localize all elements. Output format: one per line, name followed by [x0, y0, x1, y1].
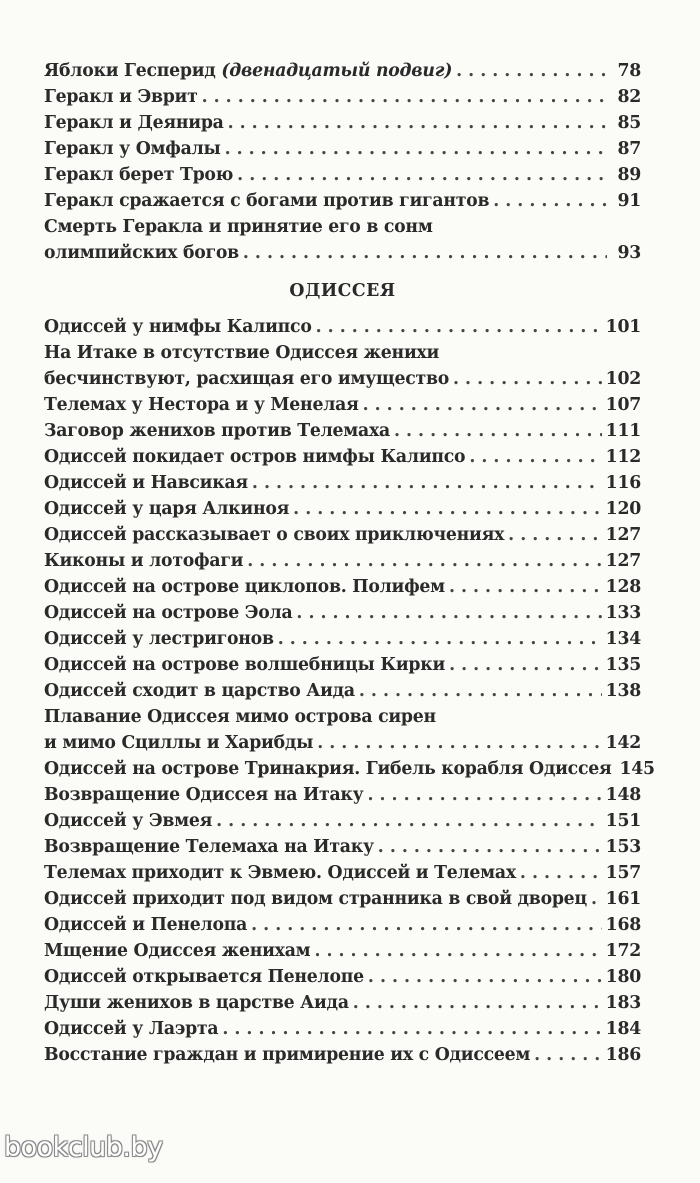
- dot-leader: [449, 574, 602, 600]
- toc-page-number: 153: [605, 837, 641, 857]
- toc-page-number: 128: [605, 577, 641, 597]
- toc-entry-row: [44, 188, 641, 214]
- toc-entry-title: [44, 886, 587, 912]
- toc-entry-subtitle: (двенадцатый подвиг): [221, 61, 453, 81]
- toc-entry-title: [44, 110, 224, 136]
- toc-entry-row: [44, 392, 641, 418]
- dot-leader: [368, 964, 602, 990]
- toc-entry: [44, 548, 641, 574]
- toc-entry-title-text: Одиссей на острове Эола: [44, 603, 293, 623]
- toc-entry: [44, 782, 641, 808]
- toc-entry-title-text: Киконы и лотофаги: [44, 551, 244, 571]
- toc-entry-title: [44, 58, 452, 84]
- toc-entry-title-text: Одиссей и Навсикая: [44, 473, 248, 493]
- toc-entry-row: [44, 678, 641, 704]
- toc-entry-title: [44, 938, 310, 964]
- dot-leader: [534, 1042, 602, 1068]
- toc-entry-title: [44, 730, 313, 756]
- toc-page-number: 112: [605, 447, 641, 467]
- dot-leader: [508, 522, 602, 548]
- dot-leader: [469, 444, 601, 470]
- dot-leader: [363, 392, 602, 418]
- toc-page-number: 186: [605, 1045, 641, 1065]
- toc-entry: [44, 188, 641, 214]
- toc-entry-title: [44, 990, 349, 1016]
- toc-page-number: 127: [605, 551, 641, 571]
- toc-entry-title-text: Восстание граждан и примирение их с Одиссеем: [44, 1045, 531, 1065]
- dot-leader: [317, 730, 601, 756]
- toc-page-number: 142: [605, 733, 641, 753]
- toc-page-number: 85: [617, 113, 641, 133]
- toc-entry: [44, 58, 641, 84]
- toc-entry-title-text: Одиссей приходит под видом странника в свой дворец: [44, 889, 587, 909]
- toc-page-number: 91: [617, 191, 641, 211]
- toc-entry-row: [44, 652, 641, 678]
- toc-entry-title-text: Одиссей на острове волшебницы Кирки: [44, 655, 446, 675]
- dot-leader: [228, 110, 607, 136]
- toc-entry-row: [44, 938, 641, 964]
- dot-leader: [591, 886, 602, 912]
- toc-entry-title: [44, 860, 516, 886]
- toc-page-number: 172: [605, 941, 641, 961]
- toc-entry-title: [44, 240, 239, 266]
- toc-entry: [44, 990, 641, 1016]
- toc-entry: [44, 418, 641, 444]
- toc-entry-row: [44, 1016, 641, 1042]
- toc-page-number: 135: [605, 655, 641, 675]
- toc-entry-title-text: Одиссей у Лаэрта: [44, 1019, 219, 1039]
- dot-leader: [202, 84, 607, 110]
- toc-entry-title-text: Одиссей у царя Алкиноя: [44, 499, 290, 519]
- toc-page-number: 133: [605, 603, 641, 623]
- toc-entry-row: [44, 470, 641, 496]
- toc-entry: [44, 162, 641, 188]
- toc-page-number: 184: [605, 1019, 641, 1039]
- toc-entry-row: [44, 860, 641, 886]
- toc-entry-title-text: Одиссей открывается Пенелопе: [44, 967, 364, 987]
- dot-leader: [293, 496, 602, 522]
- dot-leader: [520, 860, 602, 886]
- toc-entry-title: [44, 496, 289, 522]
- toc-entry-title: [44, 756, 611, 782]
- toc-entry-row: [44, 600, 641, 626]
- toc-entry-title: [44, 782, 363, 808]
- toc-page-number: 89: [617, 165, 641, 185]
- toc-entry: [44, 1042, 641, 1068]
- toc-entry: [44, 886, 641, 912]
- dot-leader: [493, 188, 607, 214]
- toc-entry: [44, 938, 641, 964]
- toc-entry-title: [44, 808, 212, 834]
- toc-entry-title: [44, 444, 465, 470]
- toc-entry-title-text: олимпийских богов: [44, 243, 239, 263]
- toc-entry: [44, 964, 641, 990]
- toc-entry-row: [44, 834, 641, 860]
- toc-entry-title-text: Одиссей у нимфы Калипсо: [44, 317, 312, 337]
- toc-entry: [44, 84, 641, 110]
- toc-entry-row: [44, 496, 641, 522]
- toc-entry: [44, 214, 641, 266]
- toc-entry-title-text: Души женихов в царстве Аида: [44, 993, 349, 1013]
- dot-leader: [316, 314, 602, 340]
- toc-entry-title: [44, 470, 248, 496]
- dot-leader: [453, 366, 602, 392]
- toc-entry: [44, 912, 641, 938]
- toc-entry-row: [44, 964, 641, 990]
- dot-leader: [378, 834, 602, 860]
- section-heading: ОДИССЕЯ: [289, 281, 396, 301]
- dot-leader: [367, 782, 601, 808]
- dot-leader: [314, 938, 601, 964]
- dot-leader: [252, 470, 602, 496]
- toc-entry-title: [44, 964, 364, 990]
- table-of-contents: [44, 58, 655, 1068]
- toc-entry-title-text: Геракл сражается с богами против гигантов: [44, 191, 490, 211]
- toc-entry-title: [44, 188, 489, 214]
- toc-entry: [44, 110, 641, 136]
- toc-entry: [44, 392, 641, 418]
- toc-entry: [44, 522, 641, 548]
- toc-page-number: 87: [617, 139, 641, 159]
- toc-entry-title-text: Одиссей на острове циклопов. Полифем: [44, 577, 445, 597]
- toc-page-number: 157: [605, 863, 641, 883]
- toc-page-number: 151: [605, 811, 641, 831]
- toc-entry-row: [44, 782, 641, 808]
- toc-entry-row: [44, 886, 641, 912]
- toc-page-number: 111: [605, 421, 641, 441]
- toc-entry-title-text: бесчинствуют, расхищая его имущество: [44, 369, 449, 389]
- toc-entry-title-text: Геракл берет Трою: [44, 165, 234, 185]
- toc-entry-title-line: Плавание Одиссея мимо острова сирен: [44, 707, 436, 727]
- toc-entry-title-line: На Итаке в отсутствие Одиссея женихи: [44, 343, 440, 363]
- toc-entry-row: [44, 418, 641, 444]
- toc-entry: [44, 600, 641, 626]
- toc-entry: [44, 574, 641, 600]
- toc-entry-title: [44, 834, 374, 860]
- toc-entry: [44, 652, 641, 678]
- toc-entry-row: [44, 366, 641, 392]
- toc-entry-row: [44, 162, 641, 188]
- toc-entry-title: [44, 1042, 530, 1068]
- dot-leader: [216, 808, 602, 834]
- toc-page-number: 116: [605, 473, 641, 493]
- toc-entry-row: [44, 84, 641, 110]
- toc-page-number: 82: [617, 87, 641, 107]
- toc-entry-title-text: Геракл и Деянира: [44, 113, 224, 133]
- toc-entry-title: [44, 626, 274, 652]
- toc-entry-row: [44, 110, 641, 136]
- toc-entry-title: [44, 912, 247, 938]
- dot-leader: [359, 678, 602, 704]
- toc-entry: [44, 136, 641, 162]
- toc-entry-title-text: Одиссей на острове Тринакрия. Гибель корабля Одиссея: [44, 759, 612, 779]
- dot-leader: [251, 912, 602, 938]
- toc-entry-title-text: и мимо Сциллы и Харибды: [44, 733, 314, 753]
- toc-entry-row: [44, 756, 655, 782]
- toc-entry-title: [44, 162, 233, 188]
- toc-entry-title-text: Яблоки Гесперид: [44, 61, 222, 81]
- toc-page-number: 101: [605, 317, 641, 337]
- toc-page-number: 145: [619, 759, 655, 779]
- toc-page-number: 183: [605, 993, 641, 1013]
- dot-leader: [247, 548, 601, 574]
- toc-entry-title: [44, 652, 445, 678]
- toc-entry-row: [44, 730, 641, 756]
- toc-entry: [44, 834, 641, 860]
- toc-page-number: 93: [617, 243, 641, 263]
- toc-entry-title-text: Одиссей сходит в царство Аида: [44, 681, 355, 701]
- toc-entry-title: [44, 314, 312, 340]
- toc-page-number: 138: [605, 681, 641, 701]
- toc-entry: [44, 314, 641, 340]
- toc-entry: [44, 626, 641, 652]
- toc-page-number: 78: [617, 61, 641, 81]
- toc-entry-title-text: Телемах приходит к Эвмею. Одиссей и Телемах: [44, 863, 516, 883]
- dot-leader: [296, 600, 601, 626]
- toc-entry-title-text: Одиссей и Пенелопа: [44, 915, 248, 935]
- toc-entry-title: [44, 678, 355, 704]
- toc-entry-title-text: Геракл у Омфалы: [44, 139, 221, 159]
- toc-page-number: 107: [605, 395, 641, 415]
- toc-entry: [44, 470, 641, 496]
- toc-page-number: 102: [605, 369, 641, 389]
- toc-page-number: 180: [605, 967, 641, 987]
- toc-entry-title-text: Геракл и Эврит: [44, 87, 198, 107]
- toc-entry-title-text: Возвращение Одиссея на Итаку: [44, 785, 364, 805]
- toc-page-number: 168: [605, 915, 641, 935]
- toc-entry-title-text: Одиссей у Эвмея: [44, 811, 213, 831]
- toc-entry-title: [44, 574, 445, 600]
- toc-entry-title-text: Одиссей у лестригонов: [44, 629, 274, 649]
- toc-entry-row: [44, 240, 641, 266]
- toc-entry-title-text: Одиссей рассказывает о своих приключениях: [44, 525, 505, 545]
- toc-entry: [44, 444, 641, 470]
- toc-page-number: 134: [605, 629, 641, 649]
- dot-leader: [456, 58, 607, 84]
- toc-entry: [44, 808, 641, 834]
- toc-entry: [44, 860, 641, 886]
- toc-entry-title: [44, 418, 390, 444]
- toc-entry-row: [44, 1042, 641, 1068]
- toc-entry: [44, 678, 641, 704]
- toc-entry-title-text: Одиссей покидает остров нимфы Калипсо: [44, 447, 466, 467]
- toc-entry-row: [44, 444, 641, 470]
- toc-entry: [44, 756, 655, 782]
- toc-entry-row: [44, 314, 641, 340]
- toc-entry-row: [44, 808, 641, 834]
- toc-entry-row: [44, 626, 641, 652]
- dot-leader: [222, 1016, 601, 1042]
- dot-leader: [394, 418, 602, 444]
- toc-entry-title-text: Мщение Одиссея женихам: [44, 941, 311, 961]
- toc-entry-row: [44, 548, 641, 574]
- dot-leader: [243, 240, 607, 266]
- toc-entry-title: [44, 366, 449, 392]
- dot-leader: [237, 162, 607, 188]
- toc-entry-title-text: Возвращение Телемаха на Итаку: [44, 837, 374, 857]
- toc-entry-row: [44, 522, 641, 548]
- toc-entry-row: [44, 912, 641, 938]
- toc-entry-title: [44, 600, 292, 626]
- toc-entry-title: [44, 84, 198, 110]
- toc-entry-row: [44, 990, 641, 1016]
- toc-entry-title-line: Смерть Геракла и принятие его в сонм: [44, 217, 433, 237]
- dot-leader: [449, 652, 602, 678]
- toc-entry-title: [44, 136, 221, 162]
- watermark: bookclub.by: [4, 1132, 163, 1163]
- dot-leader: [278, 626, 602, 652]
- toc-page-number: 161: [605, 889, 641, 909]
- toc-page-number: 148: [605, 785, 641, 805]
- toc-page-number: 127: [605, 525, 641, 545]
- toc-entry-row: [44, 574, 641, 600]
- toc-entry-title: [44, 1016, 218, 1042]
- toc-entry: [44, 704, 641, 756]
- toc-entry-title: [44, 548, 243, 574]
- toc-page-number: 120: [605, 499, 641, 519]
- toc-entry-title-text: Заговор женихов против Телемаха: [44, 421, 390, 441]
- toc-entry-title: [44, 522, 504, 548]
- toc-entry-row: [44, 136, 641, 162]
- dot-leader: [225, 136, 607, 162]
- toc-entry: [44, 340, 641, 392]
- dot-leader: [353, 990, 602, 1016]
- toc-entry-title: [44, 392, 359, 418]
- toc-entry-title-text: Телемах у Нестора и у Менелая: [44, 395, 359, 415]
- toc-entry-row: [44, 58, 641, 84]
- toc-entry: [44, 1016, 641, 1042]
- toc-entry: [44, 496, 641, 522]
